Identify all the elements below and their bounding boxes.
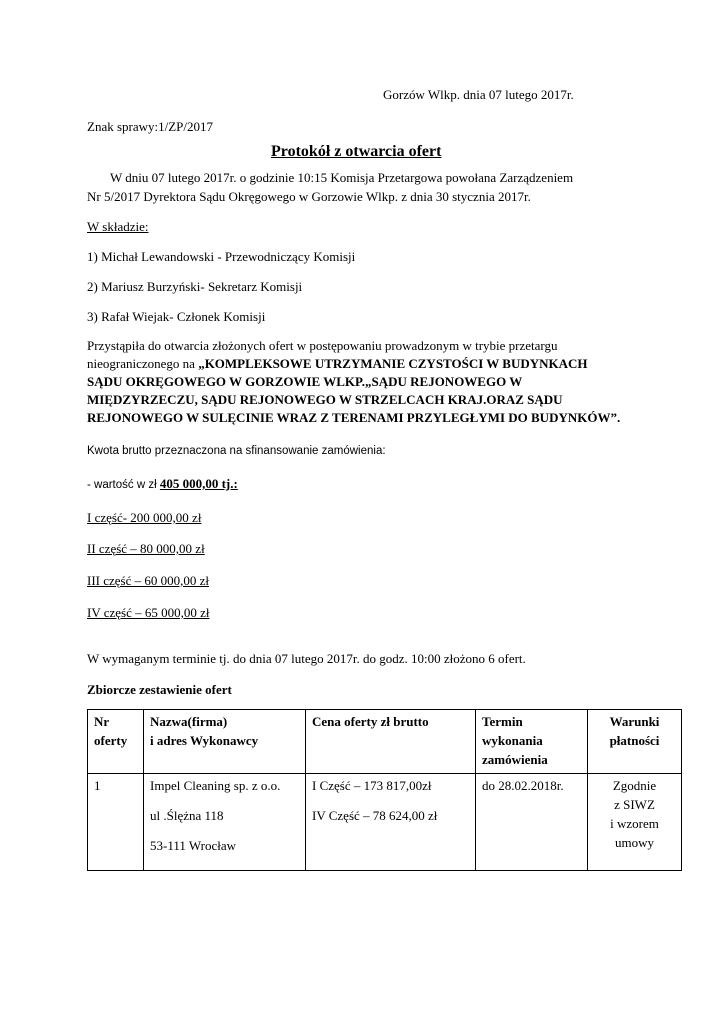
committee-member: 1) Michał Lewandowski - Przewodniczący Komisji [87,249,356,264]
budget-part: I część- 200 000,00 zł [87,510,202,525]
budget-heading: Kwota brutto przeznaczona na sfinansowanie zamówienia: [87,445,386,457]
cell-price: I Część – 173 817,00zł IV Część – 78 624,00 zł [306,774,476,871]
intro-line-2: Nr 5/2017 Dyrektora Sądu Okręgowego w Gorzowie Wlkp. z dnia 30 stycznia 2017r. [87,189,531,204]
deadline-note: W wymaganym terminie tj. do dnia 07 lutego 2017r. do godz. 10:00 złożono 6 ofert. [87,651,526,666]
table-header-row [88,710,682,774]
budget-total-value: 405 000,00 tj.: [159,476,238,491]
proceeding-prefix: nieograniczonego na [87,356,199,371]
header-payment: Warunki płatności [588,710,682,774]
table-row [88,774,682,871]
header-term: Termin wykonania zamówienia [476,710,588,774]
proceeding-line-1: Przystąpiła do otwarcia złożonych ofert w postępowaniu prowadzonym w trybie przetargu [87,338,558,353]
header-name: Nazwa(firma) i adres Wykonawcy [144,710,306,774]
proceeding-line-2 [87,356,588,372]
cell-term: do 28.02.2018r. [476,774,588,871]
committee-heading: W składzie: [87,219,149,234]
intro-line-1: W dniu 07 lutego 2017r. o godzinie 10:15 Komisja Przetargowa powołana Zarządzeniem [110,170,574,185]
budget-part: IV część – 65 000,00 zł [87,605,210,620]
tender-title-line: REJONOWEGO W SULĘCINIE WRAZ Z TERENAMI PRZYLEGŁYMI DO BUDYNKÓW”. [87,410,621,425]
header-price: Cena oferty zł brutto [306,710,476,774]
cell-payment: Zgodnie z SIWZ i wzorem umowy [588,774,682,871]
budget-part: II część – 80 000,00 zł [87,541,205,556]
cell-nr: 1 [88,774,144,871]
cell-name: Impel Cleaning sp. z o.o. ul .Ślężna 118 53-111 Wrocław [144,774,306,871]
document-title: Protokół z otwarcia ofert [271,143,442,160]
tender-title-start: „KOMPLEKSOWE UTRZYMANIE CZYSTOŚCI W BUDYNKACH [198,356,588,371]
case-number: Znak sprawy:1/ZP/2017 [87,119,214,134]
committee-member: 2) Mariusz Burzyński- Sekretarz Komisji [87,279,303,294]
summary-heading: Zbiorcze zestawienie ofert [87,682,232,697]
place-date: Gorzów Wlkp. dnia 07 lutego 2017r. [383,87,574,102]
committee-member: 3) Rafał Wiejak- Członek Komisji [87,309,266,324]
budget-total [87,476,238,492]
tender-title-line: MIĘDZYRZECZU, SĄDU REJONOWEGO W STRZELCACH KRAJ.ORAZ SĄDU [87,392,563,407]
budget-total-prefix: - wartość w zł [87,479,160,491]
tender-title-line: SĄDU OKRĘGOWEGO W GORZOWIE WLKP.„SĄDU REJONOWEGO W [87,374,523,389]
budget-part: III część – 60 000,00 zł [87,573,210,588]
offers-table [87,709,682,871]
header-nr: Nr oferty [88,710,144,774]
